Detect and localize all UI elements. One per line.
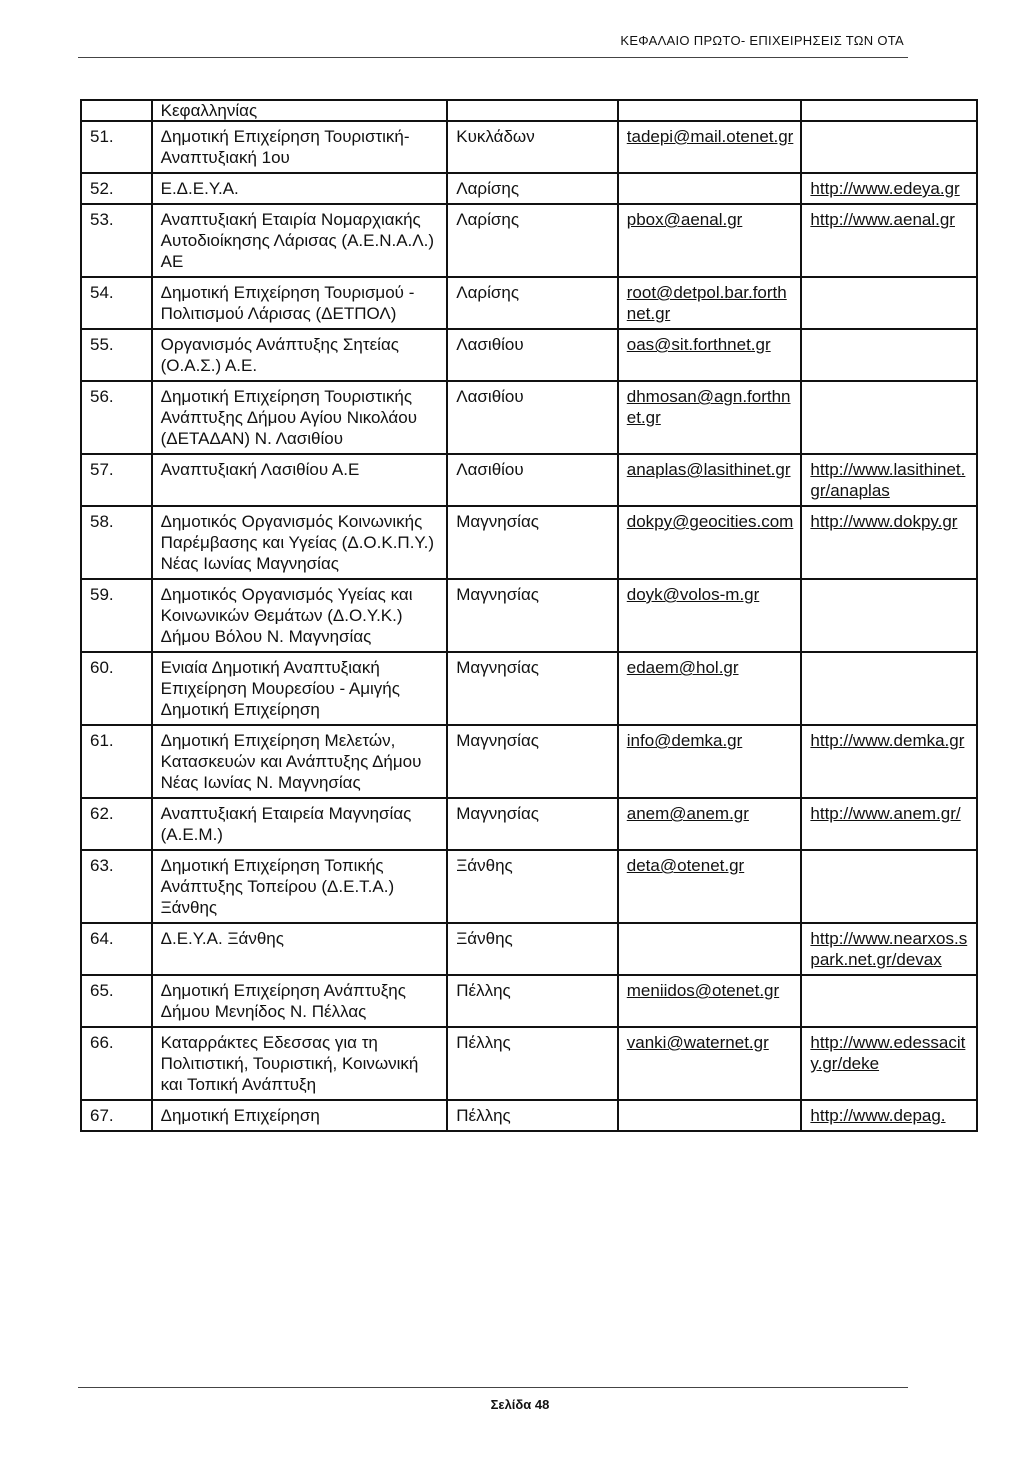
website[interactable]: http://www.aenal.gr <box>801 204 977 277</box>
website <box>801 579 977 652</box>
row-number: 54. <box>81 277 152 329</box>
table-row <box>81 329 977 381</box>
table-row <box>81 173 977 204</box>
website <box>801 975 977 1027</box>
table-row <box>81 381 977 454</box>
email <box>618 923 802 975</box>
table-row <box>81 975 977 1027</box>
enterprises-table <box>80 99 978 1132</box>
website[interactable]: http://www.demka.gr <box>801 725 977 798</box>
enterprise-name: Δημοτική Επιχείρηση Τουρισμού - Πολιτισμού Λάρισας (ΔΕΤΠΟΛ) <box>152 277 448 329</box>
website <box>801 329 977 381</box>
row-number: 64. <box>81 923 152 975</box>
email[interactable]: info@demka.gr <box>618 725 802 798</box>
email[interactable]: vanki@waternet.gr <box>618 1027 802 1100</box>
enterprise-name: Δ.Ε.Υ.Α. Ξάνθης <box>152 923 448 975</box>
enterprise-name: Δημοτική Επιχείρηση Μελετών, Κατασκευών και Ανάπτυξης Δήμου Νέας Ιωνίας Ν. Μαγνησίας <box>152 725 448 798</box>
row-number: 56. <box>81 381 152 454</box>
table-row <box>81 204 977 277</box>
prefecture: Πέλλης <box>447 975 618 1027</box>
row-number: 62. <box>81 798 152 850</box>
enterprise-name: Ενιαία Δημοτική Αναπτυξιακή Επιχείρηση Μουρεσίου - Αμιγής Δημοτική Επιχείρηση <box>152 652 448 725</box>
prefecture: Πέλλης <box>447 1100 618 1131</box>
email[interactable]: tadepi@mail.otenet.gr <box>618 121 802 173</box>
prefecture: Λασιθίου <box>447 329 618 381</box>
enterprise-name: Δημοτική Επιχείρηση Ανάπτυξης Δήμου Μενηίδος Ν. Πέλλας <box>152 975 448 1027</box>
prefecture: Μαγνησίας <box>447 652 618 725</box>
email[interactable]: pbox@aenal.gr <box>618 204 802 277</box>
table-row-continuation <box>81 100 977 121</box>
enterprise-name: Καταρράκτες Εδεσσας για τη Πολιτιστική, Τουριστική, Κοινωνική και Τοπική Ανάπτυξη <box>152 1027 448 1100</box>
enterprise-name: Αναπτυξιακή Λασιθίου Α.Ε <box>152 454 448 506</box>
table-row <box>81 923 977 975</box>
website <box>801 850 977 923</box>
email[interactable]: root@detpol.bar.forthnet.gr <box>618 277 802 329</box>
page-number: Σελίδα 48 <box>490 1397 550 1412</box>
website <box>801 100 977 121</box>
email[interactable]: dhmosan@agn.forthnet.gr <box>618 381 802 454</box>
prefecture: Ξάνθης <box>447 923 618 975</box>
table-row <box>81 652 977 725</box>
prefecture: Πέλλης <box>447 1027 618 1100</box>
email[interactable]: oas@sit.forthnet.gr <box>618 329 802 381</box>
enterprise-name: Δημοτική Επιχείρηση Τουριστικής Ανάπτυξης Δήμου Αγίου Νικολάου (ΔΕΤΑΔΑΝ) Ν. Λασιθίου <box>152 381 448 454</box>
row-number: 53. <box>81 204 152 277</box>
table-row <box>81 506 977 579</box>
table-row <box>81 798 977 850</box>
table-row <box>81 454 977 506</box>
table-row <box>81 1027 977 1100</box>
email <box>618 173 802 204</box>
email[interactable]: meniidos@otenet.gr <box>618 975 802 1027</box>
row-number: 58. <box>81 506 152 579</box>
running-header: ΚΕΦΑΛΑΙΟ ΠΡΩΤΟ- ΕΠΙΧΕΙΡΗΣΕΙΣ ΤΩΝ ΟΤΑ <box>620 33 904 48</box>
row-number: 61. <box>81 725 152 798</box>
row-number: 63. <box>81 850 152 923</box>
website <box>801 277 977 329</box>
enterprise-name: Δημοτική Επιχείρηση Τουριστική-Αναπτυξιακή 1ου <box>152 121 448 173</box>
prefecture: Ξάνθης <box>447 850 618 923</box>
prefecture: Μαγνησίας <box>447 798 618 850</box>
table-row <box>81 277 977 329</box>
row-number: 57. <box>81 454 152 506</box>
row-number: 67. <box>81 1100 152 1131</box>
prefecture: Κυκλάδων <box>447 121 618 173</box>
prefecture: Λασιθίου <box>447 381 618 454</box>
table-row <box>81 579 977 652</box>
enterprise-name: Οργανισμός Ανάπτυξης Σητείας (Ο.Α.Σ.) Α.Ε. <box>152 329 448 381</box>
table-row <box>81 121 977 173</box>
prefecture: Μαγνησίας <box>447 506 618 579</box>
website[interactable]: http://www.dokpy.gr <box>801 506 977 579</box>
enterprise-name: Δημοτική Επιχείρηση <box>152 1100 448 1131</box>
email[interactable]: dokpy@geocities.com <box>618 506 802 579</box>
prefecture <box>447 100 618 121</box>
row-number: 59. <box>81 579 152 652</box>
email[interactable]: anaplas@lasithinet.gr <box>618 454 802 506</box>
row-number: 55. <box>81 329 152 381</box>
enterprise-name: Δημοτικός Οργανισμός Υγείας και Κοινωνικών Θεμάτων (Δ.Ο.Υ.Κ.) Δήμου Βόλου Ν. Μαγνησίας <box>152 579 448 652</box>
email[interactable]: doyk@volos-m.gr <box>618 579 802 652</box>
website[interactable]: http://www.lasithinet.gr/anaplas <box>801 454 977 506</box>
table-row <box>81 850 977 923</box>
enterprise-name: Αναπτυξιακή Εταιρία Νομαρχιακής Αυτοδιοίκησης Λάρισας (Α.Ε.Ν.Α.Λ.) ΑΕ <box>152 204 448 277</box>
enterprise-name: Δημοτική Επιχείρηση Τοπικής Ανάπτυξης Τοπείρου (Δ.Ε.Τ.Α.) Ξάνθης <box>152 850 448 923</box>
website[interactable]: http://www.anem.gr/ <box>801 798 977 850</box>
prefecture: Λαρίσης <box>447 277 618 329</box>
table-row <box>81 725 977 798</box>
prefecture: Μαγνησίας <box>447 579 618 652</box>
enterprise-name: Αναπτυξιακή Εταιρεία Μαγνησίας (Α.Ε.Μ.) <box>152 798 448 850</box>
prefecture: Λαρίσης <box>447 173 618 204</box>
row-number <box>81 100 152 121</box>
email[interactable]: anem@anem.gr <box>618 798 802 850</box>
website <box>801 381 977 454</box>
email <box>618 100 802 121</box>
row-number: 60. <box>81 652 152 725</box>
website[interactable]: http://www.edeya.gr <box>801 173 977 204</box>
enterprise-name: Δημοτικός Οργανισμός Κοινωνικής Παρέμβασης και Υγείας (Δ.Ο.Κ.Π.Υ.) Νέας Ιωνίας Μαγνησίας <box>152 506 448 579</box>
website <box>801 652 977 725</box>
row-number: 66. <box>81 1027 152 1100</box>
prefecture: Λαρίσης <box>447 204 618 277</box>
website[interactable]: http://www.depag. <box>801 1100 977 1131</box>
enterprises-table-body <box>81 100 977 1131</box>
email[interactable]: edaem@hol.gr <box>618 652 802 725</box>
website <box>801 121 977 173</box>
header-rule <box>78 57 908 58</box>
website[interactable]: http://www.nearxos.spark.net.gr/devax <box>801 923 977 975</box>
email <box>618 1100 802 1131</box>
enterprise-name: Ε.Δ.Ε.Υ.Α. <box>152 173 448 204</box>
prefecture: Λασιθίου <box>447 454 618 506</box>
prefecture: Μαγνησίας <box>447 725 618 798</box>
footer-rule <box>78 1387 908 1388</box>
email[interactable]: deta@otenet.gr <box>618 850 802 923</box>
row-number: 51. <box>81 121 152 173</box>
row-number: 52. <box>81 173 152 204</box>
website[interactable]: http://www.edessacity.gr/deke <box>801 1027 977 1100</box>
table-row <box>81 1100 977 1131</box>
enterprise-name: Κεφαλληνίας <box>152 100 448 121</box>
row-number: 65. <box>81 975 152 1027</box>
